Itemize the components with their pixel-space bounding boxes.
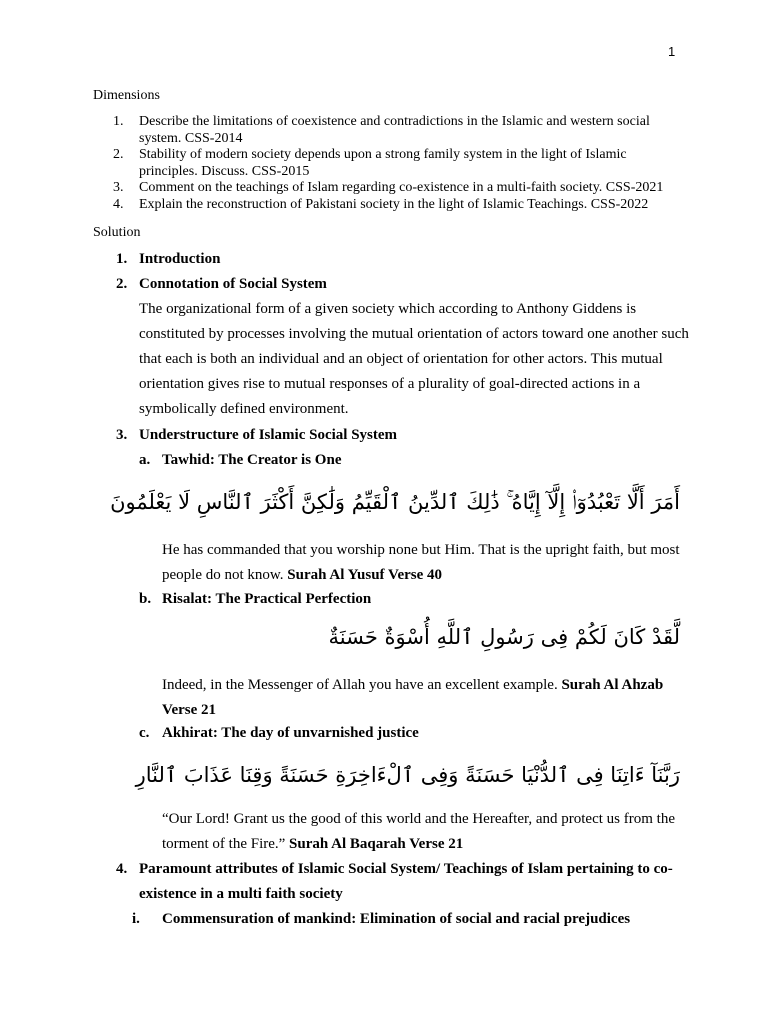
translation-risalat [162,673,682,723]
arabic-verse-akhirat: رَبَّنَآ ءَاتِنَا فِى ٱلدُّنْيَا حَسَنَةً وَفِى ٱلْءَاخِرَةِ حَسَنَةً وَقِنَا عَذَابَ ٱلنَّارِ [135,763,680,787]
subsection-numeral: i. [132,911,140,927]
dimensions-heading: Dimensions [93,88,160,103]
question-text: Describe the limitations of coexistence and contradictions in the Islamic and western social system. CSS-2014 [139,114,650,146]
question-item [113,114,673,147]
section-introduction [116,251,220,268]
question-item [113,197,673,214]
connotation-body: The organizational form of a given society which according to Anthony Giddens is constituted by processes involving the mutual orientation of actors toward one another such that each is both an individual and an object of orientation for other actors. This mutual orientation gives rise to mutual responses of a plurality of goal-directed actions in a symbolically defined environment. [139,301,689,417]
subsection-title: Risalat: The Practical Perfection [162,591,372,607]
section-number: 4. [116,861,128,877]
question-number: 2. [113,147,124,162]
section-title: Introduction [139,251,221,267]
translation-tawhid [162,538,682,588]
section-paramount-attributes [116,857,686,907]
subsection-title: Commensuration of mankind: Elimination of social and racial prejudices [162,911,631,927]
question-text: Explain the reconstruction of Pakistani society in the light of Islamic Teachings. CSS-2022 [139,196,649,212]
subsection-risalat [139,591,371,608]
section-connotation [116,276,327,293]
verse-reference: Surah Al Yusuf Verse 40 [287,567,443,583]
question-number: 4. [113,196,124,212]
subsection-tawhid [139,452,341,469]
question-item [113,147,673,180]
arabic-verse-tawhid: أَمَرَ أَلَّا تَعْبُدُوٓا۟ إِلَّآ إِيَّاهُ ۚ ذَٰلِكَ ٱلدِّينُ ٱلْقَيِّمُ وَلَٰكِنَّ أَكْثَرَ ٱلنَّاسِ لَا يَعْلَمُونَ [110,490,680,514]
subsection-commensuration [132,911,630,928]
question-item [113,180,673,197]
verse-reference: Surah Al Ahzab Verse 21 [162,677,664,718]
section-understructure [116,427,397,444]
subsection-letter: a. [139,452,151,468]
section-number: 2. [116,276,128,292]
subsection-akhirat [139,725,419,742]
section-title: Understructure of Islamic Social System [139,427,398,443]
solution-heading: Solution [93,225,141,240]
question-number: 3. [113,180,124,195]
question-number: 1. [113,114,124,129]
section-number: 1. [116,251,128,267]
subsection-title: Akhirat: The day of unvarnished justice [162,725,419,741]
verse-reference: Surah Al Baqarah Verse 21 [289,836,464,852]
question-text: Stability of modern society depends upon a strong family system in the light of Islamic principles. Discuss. CSS-2015 [139,147,627,179]
section-number: 3. [116,427,128,443]
question-text: Comment on the teachings of Islam regarding co-existence in a multi-faith society. CSS-2021 [139,180,664,195]
page-number: 1 [668,44,676,59]
translation-text: Indeed, in the Messenger of Allah you have an excellent example. [162,677,562,693]
translation-text: “Our Lord! Grant us the good of this world and the Hereafter, and protect us from the torment of the Fire.” [162,811,675,852]
arabic-verse-risalat: لَّقَدْ كَانَ لَكُمْ فِى رَسُولِ ٱللَّهِ أُسْوَةٌ حَسَنَةٌ [328,625,680,649]
subsection-letter: b. [139,591,152,607]
section-title: Connotation of Social System [139,276,327,292]
questions-list [113,114,673,213]
section-title: Paramount attributes of Islamic Social System/ Teachings of Islam pertaining to co-existence in a multi faith society [139,861,673,902]
subsection-letter: c. [139,725,150,741]
subsection-title: Tawhid: The Creator is One [162,452,342,468]
translation-akhirat [162,807,682,857]
translation-text: He has commanded that you worship none but Him. That is the upright faith, but most people do not know. [162,542,680,583]
